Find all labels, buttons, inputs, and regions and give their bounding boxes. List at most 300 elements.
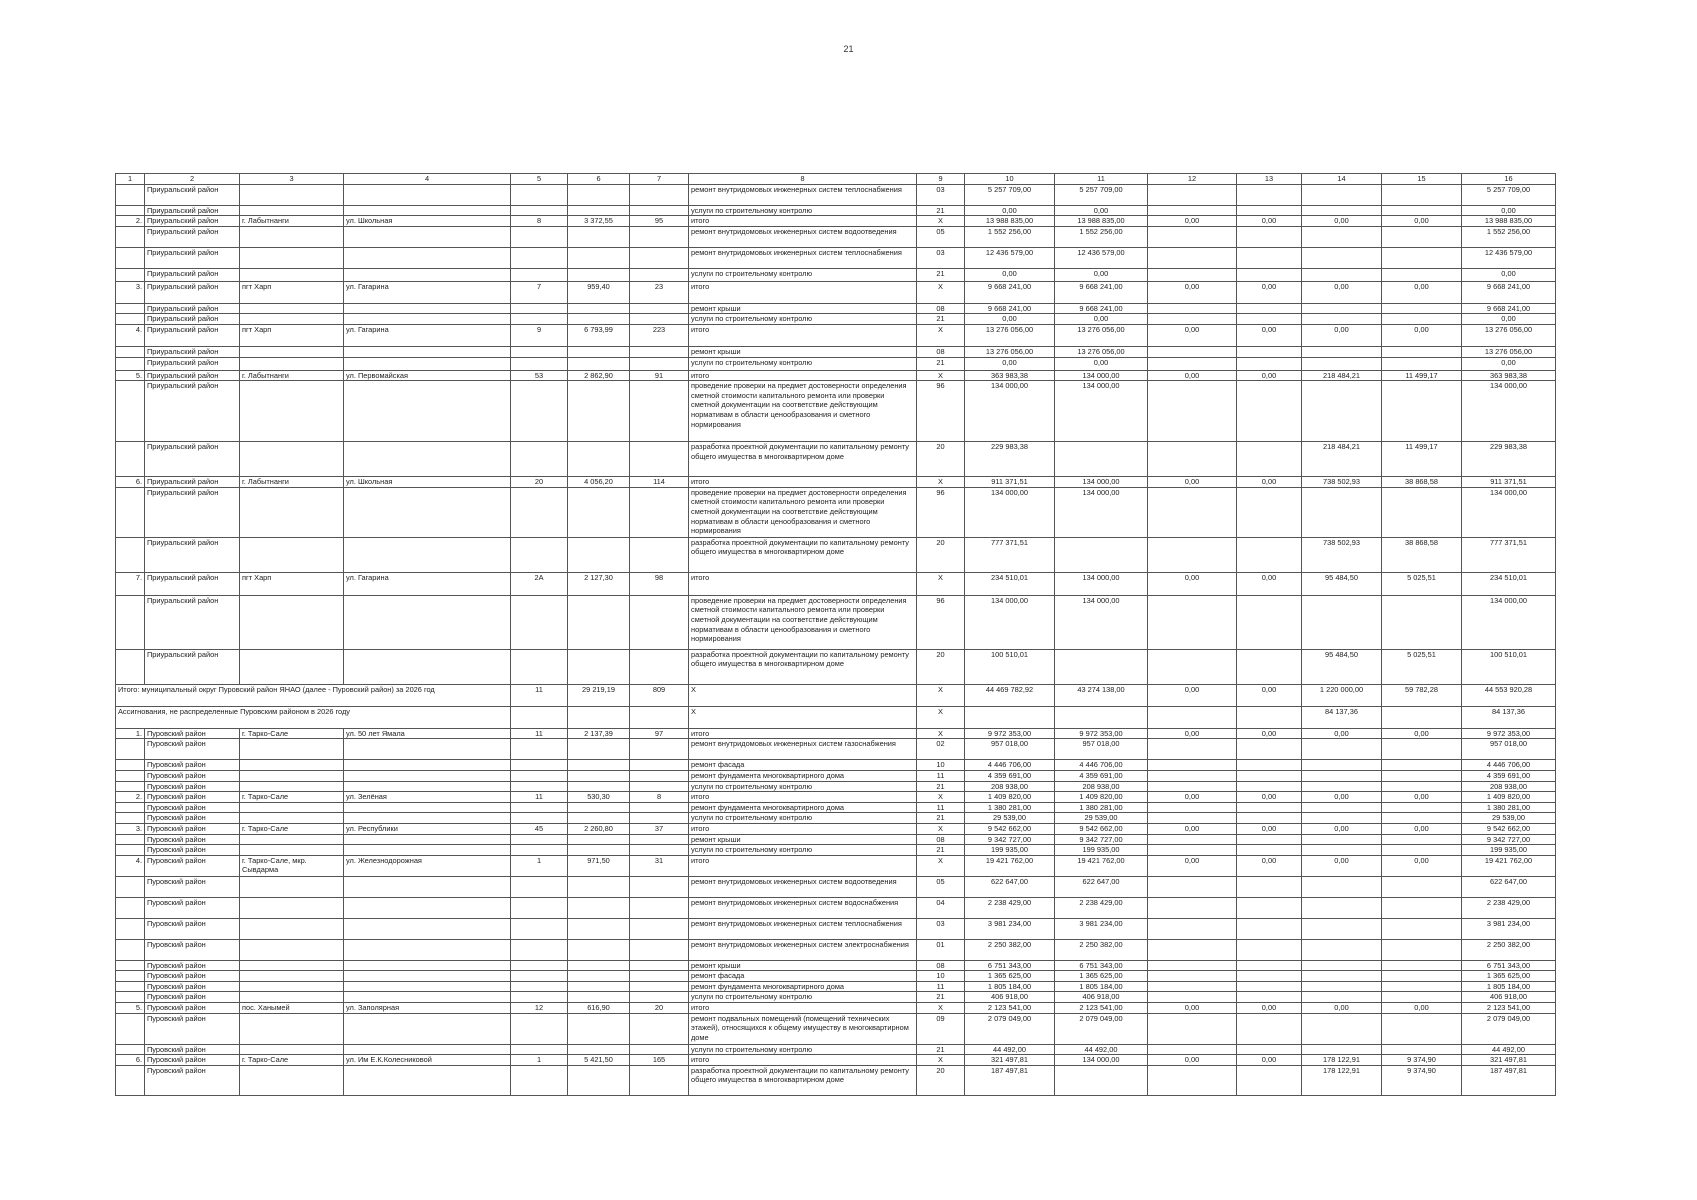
table-cell [1382,813,1462,824]
table-cell: ул. Им Е.К.Колесниковой [344,1055,511,1066]
table-cell [568,1044,630,1055]
table-cell [116,813,145,824]
table-cell: X [917,572,965,595]
table-cell [511,314,568,325]
table-cell [1237,939,1302,960]
table-cell: 03 [917,184,965,205]
table-cell: 0,00 [1302,823,1382,834]
table-cell [630,781,689,792]
table-cell: 9 668 241,00 [965,281,1055,303]
table-cell [116,876,145,897]
table-cell [116,1044,145,1055]
table-cell [240,813,344,824]
table-cell: Пуровский район [145,1065,240,1095]
table-row [116,739,1556,760]
table-cell [630,971,689,982]
table-cell: 20 [917,442,965,477]
table-cell: X [917,477,965,488]
table-cell: 0,00 [1302,324,1382,346]
table-row [116,960,1556,971]
table-cell: услуги по строительному контролю [689,357,917,370]
table-cell [568,314,630,325]
table-cell: 3. [116,823,145,834]
table-cell [1382,939,1462,960]
table-cell: Пуровский район [145,1013,240,1044]
table-cell: 0,00 [1237,855,1302,876]
table-cell [1302,971,1382,982]
table-cell [1302,303,1382,314]
table-cell [1302,381,1382,442]
table-cell: проведение проверки на предмет достоверности определения сметной стоимости капитального ремонта или проверки сметной документации на соответствие действующим нормативам в области ценообразования и сметного нормирования [689,381,917,442]
table-cell: ул. Железнодорожная [344,855,511,876]
table-cell [1148,226,1237,247]
table-cell [344,205,511,216]
table-row [116,981,1556,992]
table-cell [116,184,145,205]
table-cell: 95 484,50 [1302,649,1382,684]
table-cell: 0,00 [1302,728,1382,739]
table-cell [240,981,344,992]
table-cell [1382,960,1462,971]
table-cell: 13 988 835,00 [1462,216,1556,227]
table-cell: 0,00 [1148,1003,1237,1014]
table-cell: 0,00 [965,205,1055,216]
table-cell: ремонт внутридомовых инженерных систем газоснабжения [689,739,917,760]
table-cell: итого [689,823,917,834]
table-cell: 13 276 056,00 [1055,346,1148,357]
table-cell [344,971,511,982]
table-cell [1237,247,1302,268]
table-cell [511,960,568,971]
table-cell [511,1013,568,1044]
table-cell [240,939,344,960]
table-cell [240,595,344,649]
table-cell [1237,226,1302,247]
table-cell [630,357,689,370]
table-cell: 229 983,38 [1462,442,1556,477]
table-cell: 1 805 184,00 [965,981,1055,992]
table-cell: 29 539,00 [1462,813,1556,824]
table-cell [1302,184,1382,205]
table-cell: Пуровский район [145,739,240,760]
table-row [116,216,1556,227]
table-cell [568,247,630,268]
table-cell [344,781,511,792]
table-cell [511,813,568,824]
table-cell: 199 935,00 [1055,845,1148,856]
table-cell: 08 [917,834,965,845]
table-cell [511,1065,568,1095]
table-cell: 9 668 241,00 [1462,303,1556,314]
table-cell [1382,487,1462,537]
table-row [116,802,1556,813]
table-cell: 9 972 353,00 [1055,728,1148,739]
table-cell: Пуровский район [145,981,240,992]
table-cell: 2 238 429,00 [965,897,1055,918]
table-cell [630,813,689,824]
table-cell [1302,960,1382,971]
table-row [116,1003,1556,1014]
table-cell: 3. [116,281,145,303]
table-cell: 96 [917,595,965,649]
column-number: 2 [145,174,240,185]
table-cell [344,487,511,537]
table-cell: X [917,823,965,834]
table-cell [1237,960,1302,971]
table-cell: 6. [116,477,145,488]
table-cell: проведение проверки на предмет достоверности определения сметной стоимости капитального ремонта или проверки сметной документации на соответствие действующим нормативам в области ценообразования и сметного нормирования [689,487,917,537]
table-cell [1237,268,1302,281]
table-cell: Приуральский район [145,247,240,268]
table-cell: 3 981 234,00 [965,918,1055,939]
table-cell: 0,00 [1237,572,1302,595]
table-cell: 05 [917,876,965,897]
table-cell: 3 981 234,00 [1462,918,1556,939]
table-cell [1237,537,1302,572]
table-cell: 0,00 [1237,823,1302,834]
table-cell [1382,303,1462,314]
table-cell: 406 918,00 [1055,992,1148,1003]
table-cell: Пуровский район [145,1003,240,1014]
table-cell: 01 [917,939,965,960]
table-cell [511,802,568,813]
table-cell: ремонт фундамента многоквартирного дома [689,981,917,992]
table-cell: 43 274 138,00 [1055,684,1148,706]
table-cell [240,487,344,537]
table-cell [1148,314,1237,325]
table-row [116,855,1556,876]
table-cell [116,247,145,268]
table-cell: 9 342 727,00 [1462,834,1556,845]
table-cell: 406 918,00 [1462,992,1556,1003]
table-cell: 809 [630,684,689,706]
table-cell: Приуральский район [145,595,240,649]
table-cell: 134 000,00 [1462,595,1556,649]
table-cell [1382,876,1462,897]
table-cell: 9 542 662,00 [1462,823,1556,834]
table-cell: Пуровский район [145,939,240,960]
table-cell [1302,802,1382,813]
table-cell: итого [689,1055,917,1066]
table-cell: ремонт крыши [689,960,917,971]
table-cell [1382,918,1462,939]
table-cell [240,247,344,268]
table-cell: 178 122,91 [1302,1065,1382,1095]
table-cell: 6 751 343,00 [1055,960,1148,971]
table-cell: 0,00 [1237,684,1302,706]
table-cell [1237,381,1302,442]
table-cell: 03 [917,247,965,268]
table-cell: пгт Харп [240,572,344,595]
table-cell: 0,00 [1382,324,1462,346]
table-cell: 04 [917,897,965,918]
table-cell [344,537,511,572]
table-cell: 957 018,00 [965,739,1055,760]
table-cell [116,834,145,845]
table-cell [568,802,630,813]
table-cell: 9 972 353,00 [1462,728,1556,739]
table-cell: 4. [116,324,145,346]
table-cell: 0,00 [1237,324,1302,346]
table-cell [511,649,568,684]
table-row [116,1044,1556,1055]
table-cell [1302,247,1382,268]
table-cell [1382,247,1462,268]
column-number: 14 [1302,174,1382,185]
table-cell [240,845,344,856]
table-cell [344,802,511,813]
column-number: 12 [1148,174,1237,185]
table-cell [240,1065,344,1095]
table-cell: 13 276 056,00 [1055,324,1148,346]
table-cell [344,981,511,992]
table-cell [568,981,630,992]
table-cell [344,357,511,370]
table-cell [965,706,1055,728]
table-cell: 13 276 056,00 [965,346,1055,357]
table-cell [240,1044,344,1055]
table-cell: 2А [511,572,568,595]
table-cell: 134 000,00 [1055,487,1148,537]
table-row [116,314,1556,325]
column-number-row [116,174,1556,185]
table-row [116,918,1556,939]
table-cell: услуги по строительному контролю [689,813,917,824]
table-cell [1382,981,1462,992]
table-cell: Пуровский район [145,802,240,813]
table-cell [116,1013,145,1044]
table-cell: Пуровский район [145,897,240,918]
table-cell [1237,781,1302,792]
table-cell: ул. Гагарина [344,324,511,346]
table-cell: 187 497,81 [1462,1065,1556,1095]
table-row [116,442,1556,477]
table-cell [568,357,630,370]
table-cell: 11 499,17 [1382,442,1462,477]
table-cell [1148,897,1237,918]
table-cell [630,1044,689,1055]
table-cell: 53 [511,370,568,381]
table-cell: X [917,728,965,739]
table-row [116,813,1556,824]
table-cell [1302,346,1382,357]
table-cell [630,303,689,314]
table-cell [1055,649,1148,684]
table-cell: Приуральский район [145,477,240,488]
table-cell: 100 510,01 [965,649,1055,684]
table-cell [1237,813,1302,824]
table-cell: Приуральский район [145,226,240,247]
table-cell [1237,205,1302,216]
table-cell: 21 [917,813,965,824]
table-row [116,1065,1556,1095]
table-cell [511,346,568,357]
table-cell [116,770,145,781]
table-cell [240,268,344,281]
table-cell [1302,226,1382,247]
table-cell: 957 018,00 [1055,739,1148,760]
table-cell: 9 668 241,00 [1462,281,1556,303]
table-cell: 777 371,51 [965,537,1055,572]
table-cell [1237,184,1302,205]
table-cell: 6 751 343,00 [965,960,1055,971]
table-cell [630,981,689,992]
table-cell: 0,00 [1148,1055,1237,1066]
table-cell [240,1013,344,1044]
table-cell [1302,939,1382,960]
table-cell [1382,845,1462,856]
table-cell: пос. Ханымей [240,1003,344,1014]
table-cell: 911 371,51 [1462,477,1556,488]
table-cell [1237,760,1302,771]
table-cell: 0,00 [1462,357,1556,370]
table-row [116,834,1556,845]
table-cell: ул. Зелёная [344,792,511,803]
table-cell [344,649,511,684]
table-cell [1148,992,1237,1003]
table-cell: 199 935,00 [1462,845,1556,856]
table-cell: 0,00 [965,357,1055,370]
table-row [116,572,1556,595]
table-cell [240,834,344,845]
table-cell [1302,314,1382,325]
table-cell: 08 [917,960,965,971]
table-cell: ремонт внутридомовых инженерных систем теплоснабжения [689,184,917,205]
table-cell [630,537,689,572]
table-cell: 208 938,00 [965,781,1055,792]
table-cell: 0,00 [1237,281,1302,303]
table-cell: 4 359 691,00 [965,770,1055,781]
table-cell: пгт Харп [240,324,344,346]
table-cell [1237,802,1302,813]
table-cell: ул. 50 лет Ямала [344,728,511,739]
table-cell: X [917,370,965,381]
table-cell: 84 137,36 [1302,706,1382,728]
table-cell [1382,971,1462,982]
table-cell [1148,442,1237,477]
table-cell [116,381,145,442]
table-row [116,370,1556,381]
table-cell: 0,00 [1055,357,1148,370]
table-cell: г. Тарко-Сале [240,1055,344,1066]
table-cell [116,226,145,247]
table-cell [630,184,689,205]
table-cell: 406 918,00 [965,992,1055,1003]
table-cell [1148,770,1237,781]
table-cell: 6 751 343,00 [1462,960,1556,971]
table-cell: итого [689,216,917,227]
table-cell [511,971,568,982]
table-cell [116,268,145,281]
table-row [116,226,1556,247]
table-cell: 9 542 662,00 [965,823,1055,834]
table-cell: 12 436 579,00 [1055,247,1148,268]
table-cell [630,1013,689,1044]
table-cell: 134 000,00 [1055,381,1148,442]
table-cell: Приуральский район [145,205,240,216]
table-cell [1302,205,1382,216]
table-row [116,1013,1556,1044]
table-cell: 20 [511,477,568,488]
table-cell [344,845,511,856]
table-cell [511,303,568,314]
table-row [116,728,1556,739]
table-cell: Пуровский район [145,855,240,876]
table-cell: Пуровский район [145,781,240,792]
table-cell [1302,981,1382,992]
table-cell [568,813,630,824]
table-cell [511,487,568,537]
table-cell [344,1044,511,1055]
table-cell: Приуральский район [145,281,240,303]
table-cell: 2 250 382,00 [1462,939,1556,960]
table-row [116,537,1556,572]
table-cell [1302,834,1382,845]
table-cell [511,226,568,247]
table-cell [630,845,689,856]
column-number: 7 [630,174,689,185]
table-cell: 911 371,51 [965,477,1055,488]
table-cell [568,781,630,792]
table-cell: 11 [917,770,965,781]
table-cell [630,939,689,960]
table-cell [1148,357,1237,370]
table-cell: 321 497,81 [965,1055,1055,1066]
table-cell: 13 276 056,00 [965,324,1055,346]
table-cell [344,303,511,314]
table-cell: разработка проектной документации по капитальному ремонту общего имущества в многоквартирном доме [689,1065,917,1095]
table-cell: 0,00 [1302,1003,1382,1014]
table-cell [511,706,568,728]
table-cell [1148,813,1237,824]
table-cell [240,442,344,477]
table-cell [1148,981,1237,992]
table-cell: Пуровский район [145,960,240,971]
table-cell: 20 [917,1065,965,1095]
table-cell: 84 137,36 [1462,706,1556,728]
table-cell [511,381,568,442]
table-cell [1148,205,1237,216]
column-number: 11 [1055,174,1148,185]
table-cell [1237,845,1302,856]
table-cell [1148,1013,1237,1044]
table-cell [511,981,568,992]
table-cell: 20 [917,649,965,684]
table-cell: 2 127,30 [568,572,630,595]
table-cell: 29 539,00 [1055,813,1148,824]
table-cell [1055,442,1148,477]
table-cell: 9 342 727,00 [965,834,1055,845]
table-cell: 45 [511,823,568,834]
table-cell: 0,00 [1302,792,1382,803]
table-cell [240,537,344,572]
table-cell: 21 [917,357,965,370]
table-cell [1148,346,1237,357]
table-cell: X [917,1003,965,1014]
table-cell: 0,00 [1462,268,1556,281]
table-cell: итого [689,370,917,381]
table-cell [1148,971,1237,982]
table-cell [116,595,145,649]
table-cell: 9 374,90 [1382,1065,1462,1095]
table-cell [568,992,630,1003]
table-cell: 13 276 056,00 [1462,346,1556,357]
table-cell: 21 [917,845,965,856]
table-row [116,595,1556,649]
table-cell [344,960,511,971]
table-cell: 4 056,20 [568,477,630,488]
table-cell [344,381,511,442]
